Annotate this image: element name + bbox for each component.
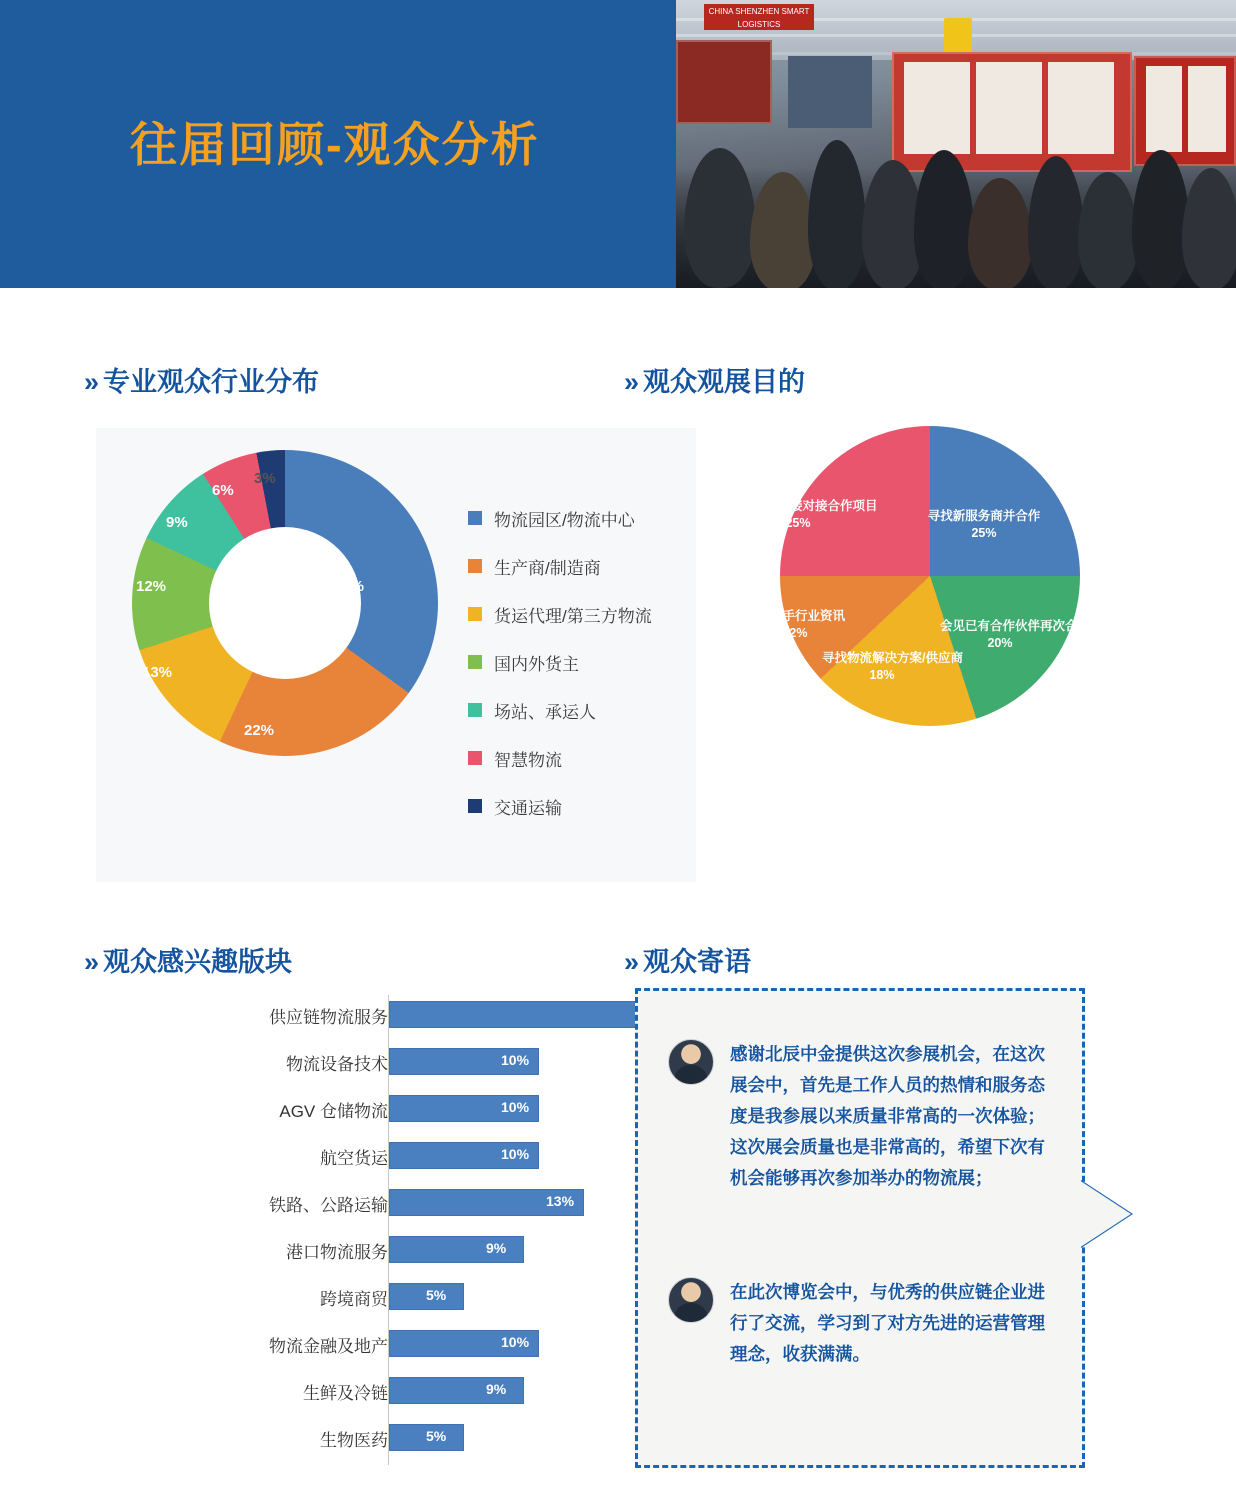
legend-item [468, 542, 652, 590]
testimonial-text: 感谢北辰中金提供这次参展机会，在这次展会中，首先是工作人员的热情和服务态度是我参展以来质量非常高的一次体验；这次展会质量也是非常高的，希望下次有机会能够再次参加举办的物流展； [730, 1044, 1045, 1188]
legend-swatch-icon [468, 655, 482, 669]
bar-value-label: 9% [486, 1240, 507, 1256]
donut-label-1: 22% [244, 722, 275, 739]
avatar [668, 1277, 714, 1323]
pie-label-0 [924, 508, 1044, 542]
section-title-industry [84, 360, 319, 399]
bar-value-label: 10% [501, 1146, 530, 1162]
legend-swatch-icon [468, 559, 482, 573]
pie-label-4 [740, 498, 878, 532]
testimonial-tail [1079, 1180, 1131, 1248]
chevron-icon: » [624, 947, 640, 977]
bar-category-label: 铁路、公路运输 [269, 1196, 388, 1215]
bar-fill [389, 1001, 674, 1028]
donut-ring [132, 450, 438, 756]
pie-label-1 [940, 618, 1091, 652]
bar-row [96, 1418, 656, 1465]
legend-label: 国内外货主 [494, 654, 579, 674]
bar-category-label: AGV 仓储物流 [279, 1102, 388, 1121]
testimonial-box [635, 988, 1085, 1468]
bar-category-label: 供应链物流服务 [269, 1008, 388, 1027]
bar-value-label: 10% [501, 1099, 530, 1115]
bar-value-label: 10% [501, 1334, 530, 1350]
testimonial-1 [668, 1039, 1060, 1194]
bar-value-label: 10% [501, 1052, 530, 1068]
bar-category-label: 航空货运 [320, 1149, 388, 1168]
section-title-messages [624, 940, 751, 979]
bar-row [96, 995, 656, 1042]
bar-row [96, 1277, 656, 1324]
purpose-pie-chart [718, 420, 1188, 840]
legend-label: 智慧物流 [494, 750, 562, 770]
section-title-interest-label: 观众感兴趣版块 [103, 947, 293, 977]
pie-label-3 [740, 608, 850, 642]
bar-row [96, 1183, 656, 1230]
legend-label: 货运代理/第三方物流 [494, 606, 652, 626]
donut-label-6: 3% [254, 470, 276, 487]
avatar [668, 1039, 714, 1085]
bar-row [96, 1042, 656, 1089]
bar-value-label: 5% [426, 1428, 447, 1444]
page-title: 往届回顾-观众分析 [130, 118, 540, 171]
pie-label-0-value: 25% [971, 526, 997, 540]
legend-swatch-icon [468, 799, 482, 813]
bar-value-label: 9% [486, 1381, 507, 1397]
pie-label-4-name: 在展会直接对接合作项目 [740, 499, 878, 513]
bar-category-label: 跨境商贸 [320, 1290, 388, 1309]
legend-label: 交通运输 [494, 798, 562, 818]
page-header [0, 0, 1236, 288]
section-title-purpose [624, 360, 805, 399]
donut-label-0: 35% [334, 578, 365, 595]
donut-label-4: 9% [166, 514, 188, 531]
donut-label-3: 12% [136, 578, 167, 595]
legend-swatch-icon [468, 703, 482, 717]
legend-item [468, 638, 652, 686]
legend-label: 场站、承运人 [494, 702, 596, 722]
pie-label-2-value: 18% [869, 668, 895, 682]
industry-donut-chart [96, 432, 696, 882]
chevron-icon: » [624, 367, 640, 397]
bar-value-label: 13% [546, 1193, 575, 1209]
pie-label-1-value: 20% [987, 636, 1013, 650]
legend-swatch-icon [468, 607, 482, 621]
legend-label: 物流园区/物流中心 [494, 510, 635, 530]
chevron-icon: » [84, 367, 100, 397]
photo-logo: CHINA SHENZHEN SMART LOGISTICS [704, 4, 814, 30]
chevron-icon: » [84, 947, 100, 977]
pie-label-3-name: 获取一手行业资讯 [744, 609, 845, 623]
bar-category-label: 物流设备技术 [286, 1055, 388, 1074]
bar-value-label: 5% [426, 1287, 447, 1303]
bar-category-label: 生鲜及冷链 [303, 1384, 388, 1403]
bar-row [96, 1089, 656, 1136]
legend-swatch-icon [468, 751, 482, 765]
legend-label: 生产商/制造商 [494, 558, 601, 578]
legend-item [468, 494, 652, 542]
section-title-industry-label: 专业观众行业分布 [103, 367, 320, 397]
section-title-messages-label: 观众寄语 [643, 947, 752, 977]
pie-label-2-name: 寻找物流解决方案/供应商 [822, 651, 963, 665]
legend-item [468, 590, 652, 638]
bar-row [96, 1230, 656, 1277]
testimonial-text: 在此次博览会中，与优秀的供应链企业进行了交流，学习到了对方先进的运营管理理念，收获满满。 [730, 1282, 1045, 1364]
bar-row [96, 1371, 656, 1418]
pie-label-0-name: 寻找新服务商并合作 [927, 509, 1041, 523]
header-photo [676, 0, 1236, 288]
bar-category-label: 物流金融及地产 [269, 1337, 388, 1356]
donut-label-5: 6% [212, 482, 234, 499]
pie-label-3-value: 12% [782, 626, 808, 640]
bar-row [96, 1136, 656, 1183]
section-title-purpose-label: 观众观展目的 [643, 367, 806, 397]
legend-swatch-icon [468, 511, 482, 525]
legend-item [468, 686, 652, 734]
testimonial-2 [668, 1277, 1060, 1370]
interest-bar-chart [96, 995, 656, 1505]
donut-label-2: 13% [142, 664, 173, 681]
section-title-interest [84, 940, 292, 979]
pie-label-2 [822, 650, 963, 684]
pie-label-1-name: 会见已有合作伙伴再次合作 [940, 619, 1091, 633]
bar-category-label: 港口物流服务 [286, 1243, 388, 1262]
legend-item [468, 734, 652, 782]
bar-category-label: 生物医药 [320, 1431, 388, 1450]
bar-row [96, 1324, 656, 1371]
legend-item [468, 782, 652, 830]
pie-label-4-value: 25% [785, 516, 811, 530]
industry-legend [468, 494, 652, 830]
